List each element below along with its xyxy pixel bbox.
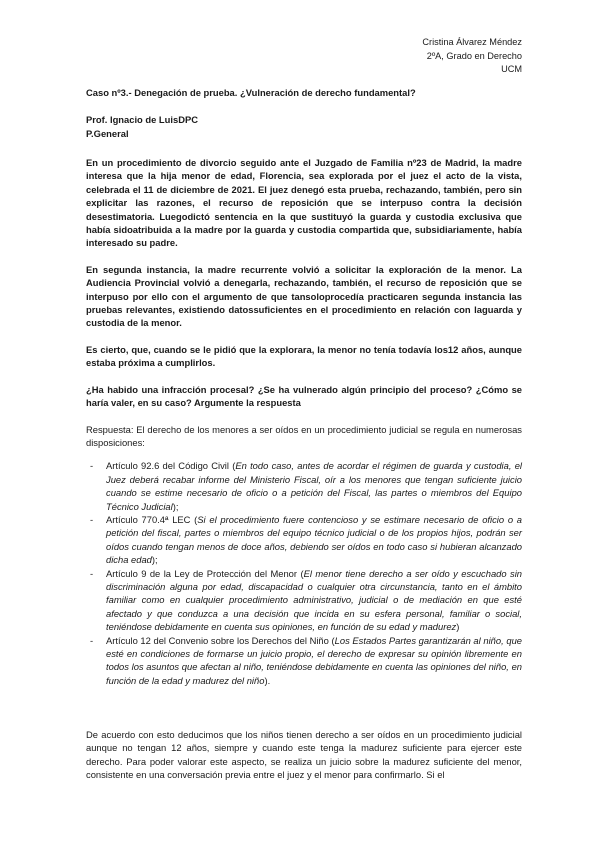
- conclusion-paragraph: De acuerdo con esto deducimos que los niños tienen derecho a ser oídos en un procedimiento judicial aunque no tengan 12 años, siempre y cuando este tenga la madurez suficiente para ejercer este derecho. Para poder valorar este aspecto, se realiza un juicio sobre la madurez suficiente del menor, consistente en una conversación previa entre el juez y el menor para confirmarlo. Si el: [86, 729, 522, 781]
- facts-paragraph-1: En un procedimiento de divorcio seguido ante el Juzgado de Familia nº23 de Madrid, la madre interesa que la hija menor de edad, Florencia, sea explorada por el juez el acto de la vista, celebrada el 11 de diciembre de 2021. El juez denegó esta prueba, rechazando, también, pero sin explicitar las razones, el recurso de reposición que se interpuso contra la decisión desestimatoria. Luegodictó sentencia en la que sustituyó la guarda y custodia exclusiva que había sidoatribuida a la madre por la guarda y custodia compartida que, subsidiariamente, había interesado su padre.: [86, 157, 522, 249]
- question-paragraph: ¿Ha habido una infracción procesal? ¿Se ha vulnerado algún principio del proceso? ¿Cómo se haría valer, en su caso? Argumente la respuesta: [86, 383, 522, 409]
- law-close: );: [172, 500, 179, 512]
- law-item: [86, 567, 522, 634]
- professor-group: P.General: [86, 127, 129, 139]
- law-ref: Artículo 92.6 del Código Civil (: [106, 460, 236, 472]
- facts-paragraph-3: Es cierto, que, cuando se le pidió que la explorara, la menor no tenía todavía los12 años, aunque estaba próxima a cumplirlos.: [86, 343, 522, 369]
- law-text: Si el procedimiento fuere contencioso y se estimare necesario de oficio o a petición del fiscal, partes o miembros del equipo técnico judicial o de los propios hijos, podrán ser oídos cuando tengan menos de doce años, debiendo ser oídos en todo caso si hubieran alcanzado dicha edad: [106, 513, 523, 566]
- facts-paragraph-2: En segunda instancia, la madre recurrente volvió a solicitar la exploración de la menor. La Audiencia Provincial volvió a denegarla, rechazando, también, el recurso de reposición que se interpuso por ello con el argumento de que tansoloprocedía practicaren segunda instancia las pruebas relevantes, existiendo datossuficientes en el procedimiento en relación con laguarda y custodia de la menor.: [86, 263, 522, 329]
- law-item: [86, 513, 522, 567]
- law-text: Los Estados Partes garantizarán al niño, que esté en condiciones de formarse un juicio propio, el derecho de expresar su opinión libremente en todos los asuntos que afectan al niño, teniéndose debidamente en cuenta las opiniones del niño, en función de la edad y madurez del niño: [106, 634, 522, 686]
- professor-block: [86, 113, 522, 140]
- laws-list: [86, 459, 522, 687]
- law-ref: Artículo 9 de la Ley de Protección del Menor (: [106, 567, 304, 579]
- author-name: Cristina Álvarez Méndez: [422, 37, 522, 47]
- author-university: UCM: [501, 64, 522, 75]
- law-ref: Artículo 770.4ª LEC (: [106, 513, 198, 525]
- answer-intro: Respuesta: El derecho de los menores a ser oídos en un procedimiento judicial se regula en numerosas disposiciones:: [86, 423, 522, 448]
- law-ref: Artículo 12 del Convenio sobre los Derechos del Niño (: [106, 634, 335, 646]
- law-text: En todo caso, antes de acordar el régimen de guarda y custodia, el Juez deberá recabar informe del Ministerio Fiscal, oír a los menores que tengan suficiente juicio cuando se estime necesario de oficio o a petición del Fiscal, las partes o miembros del Equipo Técnico Judicial: [106, 460, 522, 512]
- author-header: [86, 36, 522, 77]
- professor-name: Prof. Ignacio de LuisDPC: [86, 114, 198, 126]
- law-item: [86, 459, 522, 513]
- law-close: ): [456, 621, 460, 633]
- law-item: [86, 634, 522, 688]
- law-text: El menor tiene derecho a ser oído y escuchado sin discriminación alguna por edad, discapacidad o cualquier otra circunstancia, tanto en el ámbito familiar como en cualquier procedimiento administrativo, judicial o de mediación en que esté afectado y que conduzca a una decisión que incida en su esfera personal, familiar o social, teniéndose debidamente en cuenta sus opiniones, en función de su edad y madurez: [106, 567, 522, 633]
- author-course: 2ºA, Grado en Derecho: [426, 50, 522, 61]
- document-page: [86, 36, 522, 698]
- law-close: ).: [264, 674, 271, 686]
- law-close: );: [151, 554, 158, 566]
- case-title: Caso nº3.- Denegación de prueba. ¿Vulneración de derecho fundamental?: [86, 86, 416, 98]
